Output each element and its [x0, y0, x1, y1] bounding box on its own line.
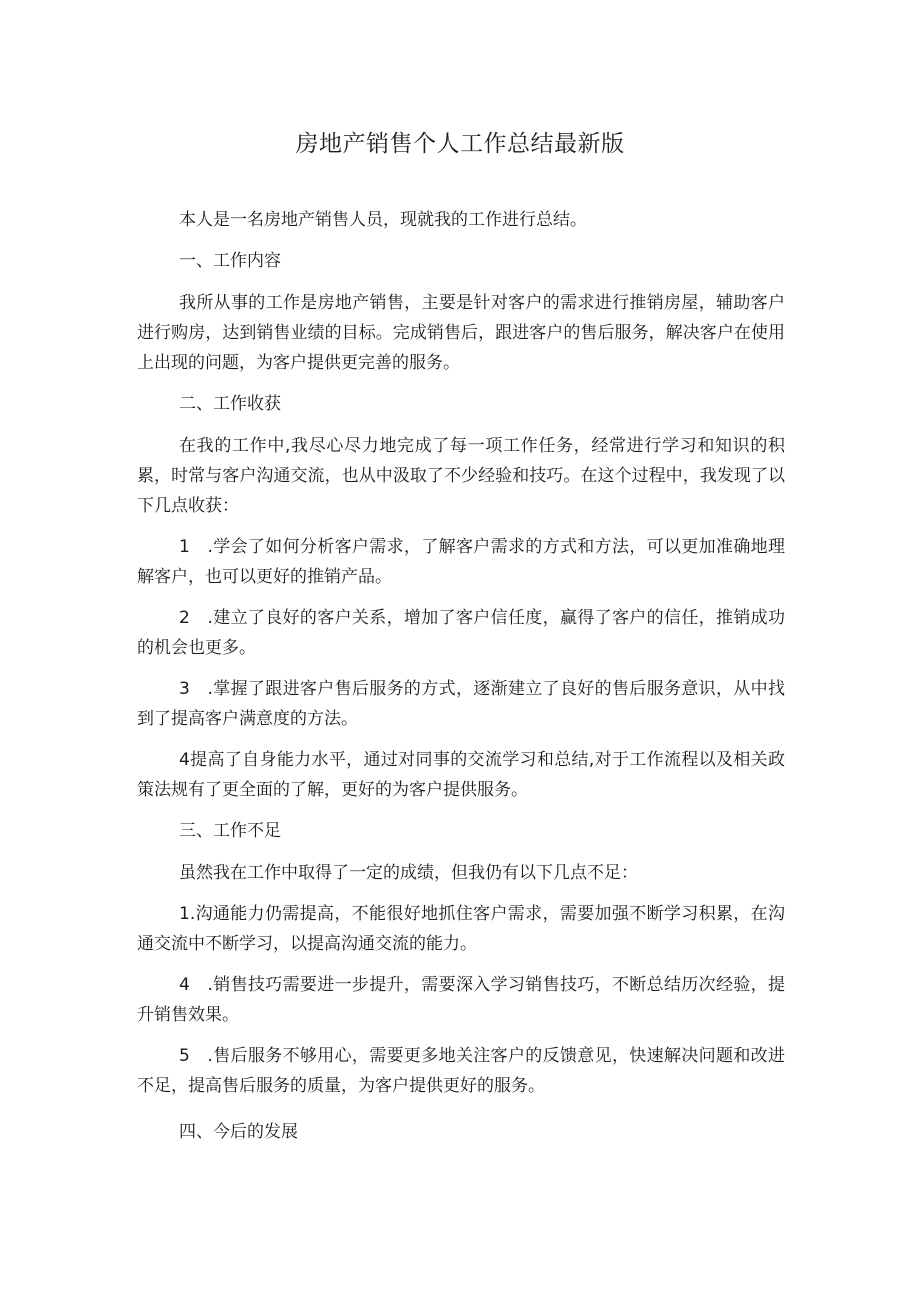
paragraph: 在我的工作中,我尽心尽力地完成了每一项工作任务，经常进行学习和知识的积累，时常与客户沟通交流，也从中汲取了不少经验和技巧。在这个过程中，我发现了以下几点收获：	[137, 436, 785, 516]
paragraph: 我所从事的工作是房地产销售，主要是针对客户的需求进行推销房屋，辅助客户进行购房，达到销售业绩的目标。完成销售后，跟进客户的售后服务，解决客户在使用上出现的问题，为客户提供更完善的服务。	[137, 293, 785, 373]
list-item: 4提高了自身能力水平，通过对同事的交流学习和总结,对于工作流程以及相关政策法规有了更全面的了解，更好的为客户提供服务。	[137, 750, 785, 800]
list-item: 3 .掌握了跟进客户售后服务的方式，逐渐建立了良好的售后服务意识，从中找到了提高客户满意度的方法。	[137, 679, 785, 729]
document-title: 房地产销售个人工作总结最新版	[295, 131, 625, 157]
section-heading-shortcomings: 三、工作不足	[179, 821, 281, 841]
section-heading-work-gains: 二、工作收获	[179, 394, 281, 414]
intro-paragraph: 本人是一名房地产销售人员，现就我的工作进行总结。	[179, 210, 587, 230]
list-item: 1.沟通能力仍需提高，不能很好地抓住客户需求，需要加强不断学习积累，在沟通交流中不断学习，以提高沟通交流的能力。	[137, 904, 785, 954]
document-body	[137, 205, 785, 1159]
list-item: 4 .销售技巧需要进一步提升，需要深入学习销售技巧，不断总结历次经验，提升销售效果。	[137, 975, 785, 1025]
list-item: 2 .建立了良好的客户关系，增加了客户信任度，赢得了客户的信任，推销成功的机会也更多。	[137, 608, 785, 658]
list-item: 1 .学会了如何分析客户需求，了解客户需求的方式和方法，可以更加准确地理解客户，也可以更好的推销产品。	[137, 537, 785, 587]
list-item: 5 .售后服务不够用心，需要更多地关注客户的反馈意见，快速解决问题和改进不足，提高售后服务的质量，为客户提供更好的服务。	[137, 1046, 785, 1096]
section-heading-future-development: 四、今后的发展	[179, 1122, 298, 1142]
paragraph: 虽然我在工作中取得了一定的成绩，但我仍有以下几点不足：	[179, 863, 638, 883]
section-heading-work-content: 一、工作内容	[179, 251, 281, 271]
